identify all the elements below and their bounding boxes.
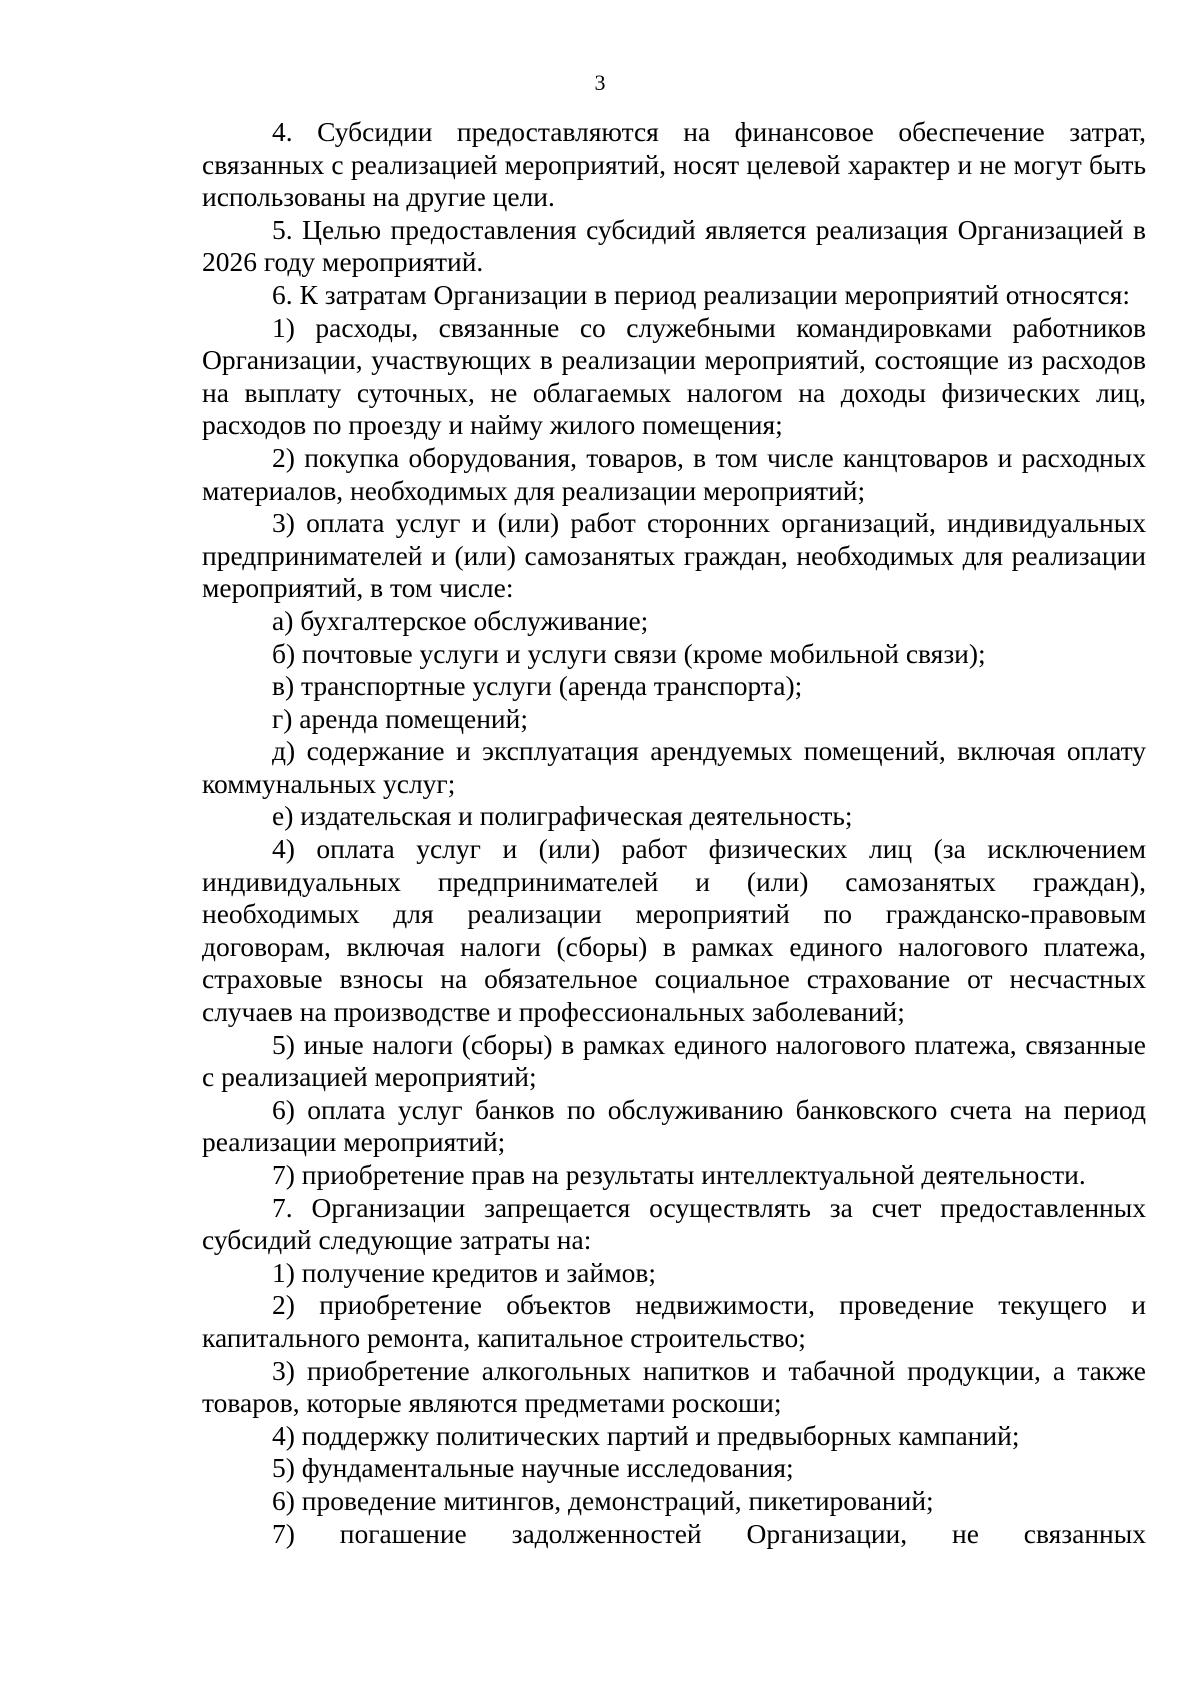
list-item-6-7: 7) приобретение прав на результаты интеллектуальной деятельности. — [272, 1159, 1086, 1190]
list-subitem-6-3-b: б) почтовые услуги и услуги связи (кроме мобильной связи); — [272, 637, 986, 669]
list-item-7-6: 6) проведение митингов, демонстраций, пикетирований; — [272, 1484, 934, 1516]
list-subitem-6-3-a: а) бухгалтерское обслуживание; — [272, 604, 649, 636]
list-subitem-6-3-d: д) содержание и эксплуатация арендуемых помещений, включая оплату коммунальных услуг; — [202, 735, 1146, 799]
list-subitem-6-3-g: г) аренда помещений; — [272, 702, 528, 734]
list-item-6-6: 6) оплата услуг банков по обслуживанию банковского счета на период реализации мероприятий; — [202, 1093, 1146, 1158]
paragraph-4-purpose: 4. Субсидии предоставляются на финансовое обеспечение затрат, связанных с реализацией мероприятий, носят целевой характер и не могут быть использованы на другие цели. — [202, 116, 1146, 213]
list-item-7-3: 3) приобретение алкогольных напитков и табачной продукции, а также товаров, которые являются предметами роскоши; — [202, 1354, 1146, 1419]
list-item-7-7: 7) погашение задолженностей Организации, не связанных — [272, 1517, 1146, 1549]
page-number: 3 — [594, 70, 606, 95]
paragraph-6-costs-heading: 6. К затратам Организации в период реализации мероприятий относятся: — [272, 278, 1131, 310]
list-item-7-4: 4) поддержку политических партий и предвыборных кампаний; — [272, 1419, 1020, 1451]
list-item-7-5: 5) фундаментальные научные исследования; — [272, 1452, 794, 1484]
list-subitem-6-3-e: е) издательская и полиграфическая деятельность; — [272, 800, 853, 832]
list-item-7-2: 2) приобретение объектов недвижимости, проведение текущего и капитального ремонта, капитальное строительство; — [202, 1289, 1146, 1353]
list-item-6-3: 3) оплата услуг и (или) работ сторонних организаций, индивидуальных предпринимателей и (или) самозанятых граждан, необходимых для реализации мероприятий, в том числе: — [202, 507, 1146, 604]
list-item-6-2: 2) покупка оборудования, товаров, в том числе канцтоваров и расходных материалов, необходимых для реализации мероприятий; — [202, 441, 1146, 506]
document-body — [202, 116, 1146, 1550]
list-item-6-1: 1) расходы, связанные со служебными командировками работников Организации, участвующих в реализации мероприятий, состоящие из расходов на выплату суточных, не облагаемых налогом на доходы физических лиц, расходов по проезду и найму жилого помещения; — [202, 311, 1146, 441]
list-subitem-6-3-v: в) транспортные услуги (аренда транспорта); — [272, 670, 803, 702]
list-item-6-4: 4) оплата услуг и (или) работ физических лиц (за исключением индивидуальных предпринимателей и (или) самозанятых граждан), необходимых для реализации мероприятий по гражданско-правовым договорам, включая налоги (сборы) в рамках единого налогового платежа, страховые взносы на обязательное социальное страхование от несчастных случаев на производстве и профессиональных заболеваний; — [202, 833, 1146, 1028]
paragraph-7-prohibited-heading: 7. Организации запрещается осуществлять за счет предоставленных субсидий следующие затраты на: — [202, 1191, 1146, 1256]
list-item-6-5: 5) иные налоги (сборы) в рамках единого налогового платежа, связанные с реализацией мероприятий; — [202, 1028, 1146, 1093]
paragraph-5-goal: 5. Целью предоставления субсидий является реализация Организацией в 2026 году мероприятий. — [202, 213, 1146, 278]
list-item-7-1: 1) получение кредитов и займов; — [272, 1256, 656, 1288]
